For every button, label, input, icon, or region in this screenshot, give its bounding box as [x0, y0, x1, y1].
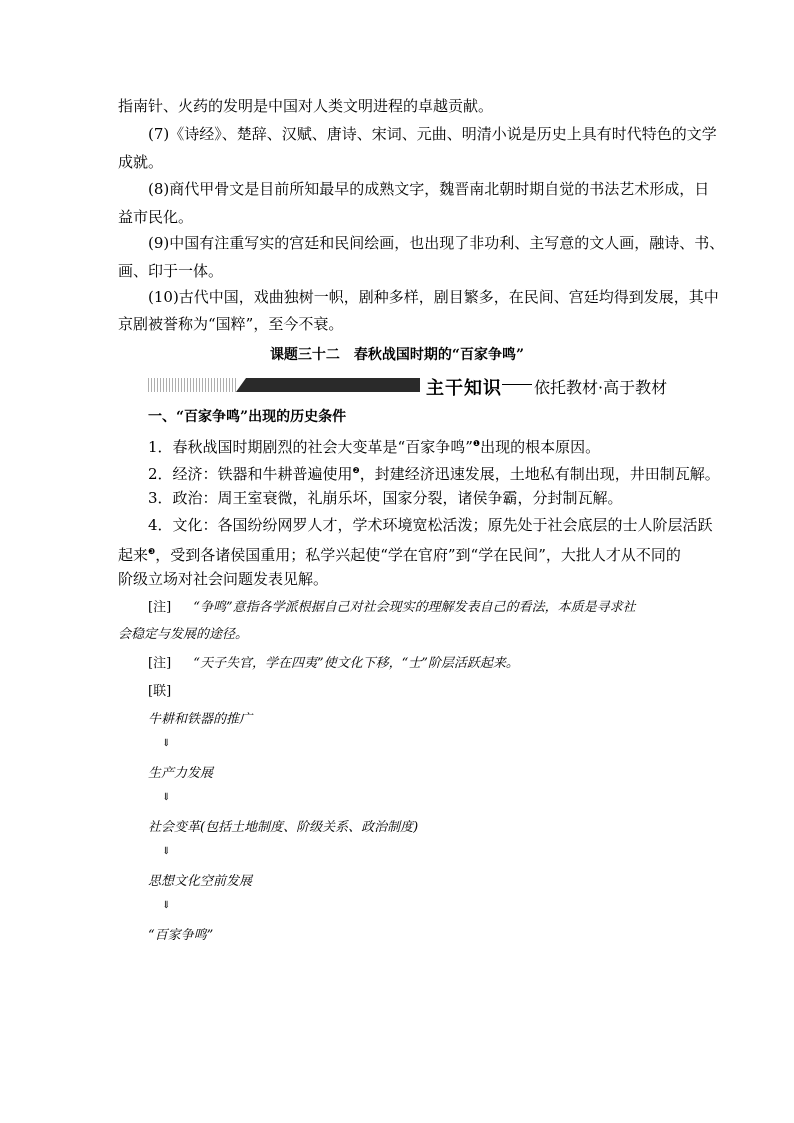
item9-line1: (9)中国有注重写实的宫廷和民间绘画，也出现了非功利、主写意的文人画，融诗、书、: [148, 234, 725, 252]
item9-line2: 画、印于一体。: [118, 262, 224, 280]
item10-line2: 京剧被誉称为“国粹”，至今不衰。: [118, 315, 344, 333]
banner-main-label: 主干知识: [426, 378, 502, 399]
footnote-marker-2: ❷: [352, 466, 360, 475]
paragraph-4-line2-a: 起来: [118, 546, 149, 564]
item7-line1: (7)《诗经》、楚辞、汉赋、唐诗、宋词、元曲、明清小说是历史上具有时代特色的文学: [148, 125, 717, 143]
flow-step-5: “百家争鸣”: [148, 928, 214, 943]
paragraph-4-line3: 阶级立场对社会问题发表见解。: [118, 570, 329, 588]
item8-line2: 益市民化。: [118, 208, 194, 226]
flow-arrow-icon: ⇓: [162, 846, 171, 857]
flow-arrow-icon: ⇓: [162, 738, 171, 749]
section-banner: [148, 374, 684, 399]
banner-dash: [502, 384, 532, 385]
paragraph-2-text: 2．经济：铁器和牛耕普遍使用: [148, 465, 353, 483]
flow-step-3: 社会变革(包括土地制度、阶级关系、政治制度): [148, 820, 419, 835]
lesson-title: 课题三十二 春秋战国时期的“百家争鸣”: [269, 347, 525, 363]
flow-step-4: 思想文化空前发展: [148, 874, 253, 889]
paragraph-3: 3．政治：周王室衰微，礼崩乐坏，国家分裂，诸侯争霸，分封制瓦解。: [148, 489, 623, 507]
item10-line1: (10)古代中国，戏曲独树一帜，剧种多样，剧目繁多，在民间、宫廷均得到发展，其中: [148, 288, 719, 306]
footnote-marker-1: ❶: [472, 439, 481, 448]
flow-arrow-icon: ⇓: [162, 792, 171, 803]
paragraph-4-line1: 4．文化：各国纷纷网罗人才，学术环境宽松活泼；原先处于社会底层的士人阶层活跃: [148, 516, 713, 534]
item8-line1: (8)商代甲骨文是目前所知最早的成熟文字，魏晋南北朝时期自觉的书法艺术形成，日: [148, 180, 710, 198]
note-1-tag: [注]: [148, 600, 172, 615]
flow-arrow-icon: ⇓: [162, 900, 171, 911]
paragraph-2: [148, 461, 720, 484]
paragraph-2-tail: ，封建经济迅速发展，土地私有制出现，井田制瓦解。: [359, 465, 720, 483]
note-1-line2: 会稳定与发展的途径。: [118, 627, 249, 642]
banner-sub-label: 依托教材·高于教材: [534, 378, 668, 397]
flow-step-2: 生产力发展: [148, 766, 214, 781]
link-tag: [联]: [148, 684, 172, 699]
paragraph-1: [148, 434, 684, 457]
note-1-text: “争鸣”意指各学派根据自己对社会现实的理解发表自己的看法，本质是寻求社: [193, 600, 636, 615]
paragraph-1-text: 1．春秋战国时期剧烈的社会大变革是“百家争鸣”: [148, 438, 473, 456]
note-1: [148, 598, 636, 618]
note-2-text: “天子失官，学在四夷”使文化下移，“士”阶层活跃起来。: [193, 656, 519, 671]
banner-dark-bar: [236, 378, 420, 392]
flow-step-1: 牛耕和铁器的推广: [148, 712, 253, 727]
paragraph-1-tail: 出现的根本原因。: [480, 438, 601, 456]
paragraph-4-line2-b: ，受到各诸侯国重用；私学兴起使“学在官府”到“学在民间”，大批人才从不同的: [155, 546, 681, 564]
section-heading: 一、“百家争鸣”出现的历史条件: [148, 409, 347, 425]
footnote-marker-3: ❸: [148, 547, 156, 556]
paragraph-4-line2: [118, 542, 684, 565]
note-2: [148, 654, 519, 674]
note-2-tag: [注]: [148, 656, 172, 671]
item6-tail: 指南针、火药的发明是中国对人类文明进程的卓越贡献。: [118, 97, 494, 115]
banner-hatch-decoration: [148, 378, 236, 392]
item7-line2: 成就。: [118, 153, 164, 171]
